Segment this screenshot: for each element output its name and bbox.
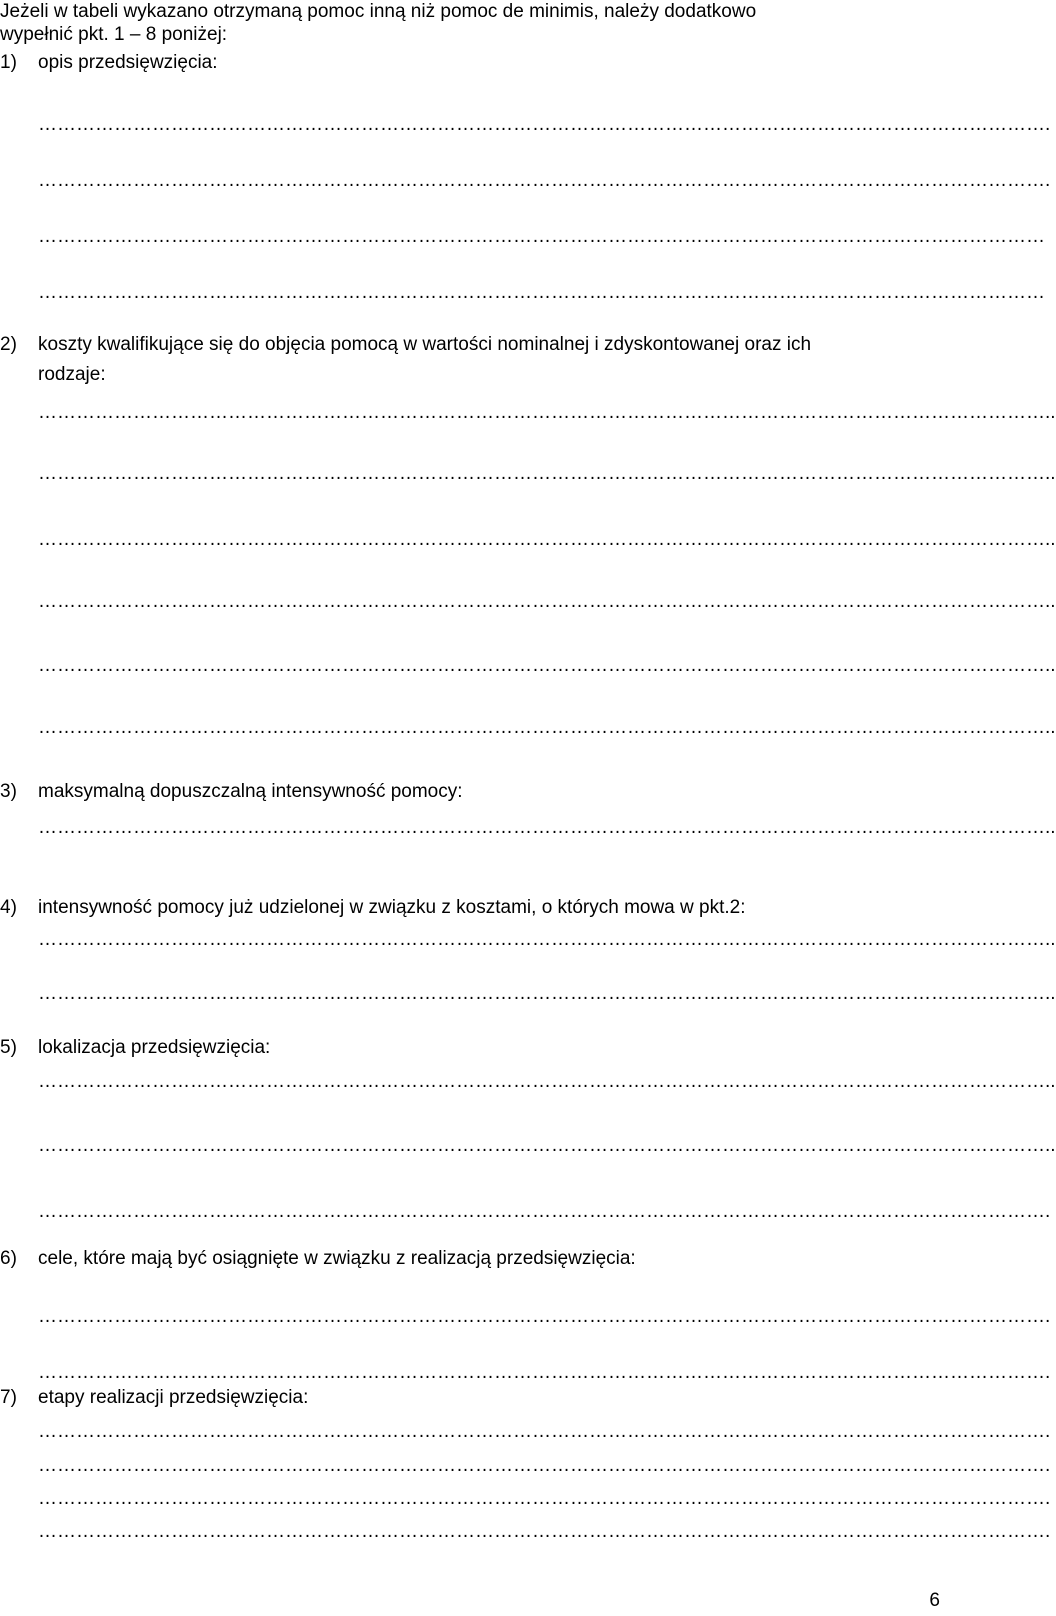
section-4-label: intensywność pomocy już udzielonej w związku z kosztami, o których mowa w pkt.2: bbox=[38, 897, 746, 918]
section-4-line-2[interactable]: …………………………………………………………………………………………………………………………………………….. bbox=[38, 983, 1056, 1004]
section-5-label: lokalizacja przedsięwzięcia: bbox=[38, 1037, 271, 1058]
section-5-line-1[interactable]: …………………………………………………………………………………………………………………………………………….. bbox=[38, 1071, 1056, 1092]
section-1-line-1[interactable]: ……………………………………………………………………………………………………………………………………………. bbox=[38, 114, 1051, 135]
section-6-label: cele, które mają być osiągnięte w związku z realizacją przedsięwzięcia: bbox=[38, 1248, 636, 1269]
section-2-line-1[interactable]: …………………………………………………………………………………………………………………………………………….. bbox=[38, 402, 1056, 423]
section-7-line-3[interactable]: ……………………………………………………………………………………………………………………………………………. bbox=[38, 1488, 1051, 1509]
section-3-number: 3) bbox=[0, 781, 17, 802]
page-number: 6 bbox=[929, 1590, 940, 1611]
section-2-label: koszty kwalifikujące się do objęcia pomocą w wartości nominalnej i zdyskontowanej oraz ich bbox=[38, 334, 812, 355]
section-1-line-2[interactable]: ……………………………………………………………………………………………………………………………………………. bbox=[38, 170, 1051, 191]
section-5-line-2[interactable]: …………………………………………………………………………………………………………………………………………….. bbox=[38, 1135, 1056, 1156]
intro-line-1: Jeżeli w tabeli wykazano otrzymaną pomoc inną niż pomoc de minimis, należy dodatkowo bbox=[0, 1, 757, 22]
section-4-line-1[interactable]: …………………………………………………………………………………………………………………………………………….. bbox=[38, 929, 1056, 950]
section-5-line-3[interactable]: ……………………………………………………………………………………………………………………………………………. bbox=[38, 1201, 1051, 1222]
section-6-line-1[interactable]: ……………………………………………………………………………………………………………………………………………. bbox=[38, 1306, 1051, 1327]
intro-line-2: wypełnić pkt. 1 – 8 poniżej: bbox=[0, 24, 228, 45]
section-2-line-3[interactable]: …………………………………………………………………………………………………………………………………………….. bbox=[38, 529, 1056, 550]
section-1-line-4[interactable]: …………………………………………………………………………………………………………………………………………… bbox=[38, 282, 1045, 303]
section-2-label-continued: rodzaje: bbox=[38, 364, 106, 385]
section-2-line-2[interactable]: …………………………………………………………………………………………………………………………………………….. bbox=[38, 463, 1056, 484]
section-7-line-2[interactable]: ……………………………………………………………………………………………………………………………………………. bbox=[38, 1455, 1051, 1476]
section-2-number: 2) bbox=[0, 334, 17, 355]
section-1-line-3[interactable]: …………………………………………………………………………………………………………………………………………… bbox=[38, 226, 1045, 247]
section-3-line-1[interactable]: …………………………………………………………………………………………………………………………………………….. bbox=[38, 817, 1056, 838]
section-2-line-5[interactable]: …………………………………………………………………………………………………………………………………………….. bbox=[38, 655, 1056, 676]
section-7-label: etapy realizacji przedsięwzięcia: bbox=[38, 1387, 309, 1408]
intro-paragraph bbox=[0, 0, 950, 46]
section-3-label: maksymalną dopuszczalną intensywność pomocy: bbox=[38, 781, 463, 802]
section-1-label: opis przedsięwzięcia: bbox=[38, 52, 218, 73]
section-7-number: 7) bbox=[0, 1387, 17, 1408]
section-7-line-4[interactable]: ……………………………………………………………………………………………………………………………………………. bbox=[38, 1521, 1051, 1542]
section-4-number: 4) bbox=[0, 897, 17, 918]
section-6-line-2[interactable]: ……………………………………………………………………………………………………………………………………………. bbox=[38, 1362, 1051, 1383]
section-2-line-4[interactable]: …………………………………………………………………………………………………………………………………………….. bbox=[38, 591, 1056, 612]
section-6-number: 6) bbox=[0, 1248, 17, 1269]
section-7-line-1[interactable]: ……………………………………………………………………………………………………………………………………………. bbox=[38, 1421, 1051, 1442]
section-5-number: 5) bbox=[0, 1037, 17, 1058]
section-1-number: 1) bbox=[0, 52, 17, 73]
section-2-line-6[interactable]: …………………………………………………………………………………………………………………………………………….. bbox=[38, 717, 1056, 738]
